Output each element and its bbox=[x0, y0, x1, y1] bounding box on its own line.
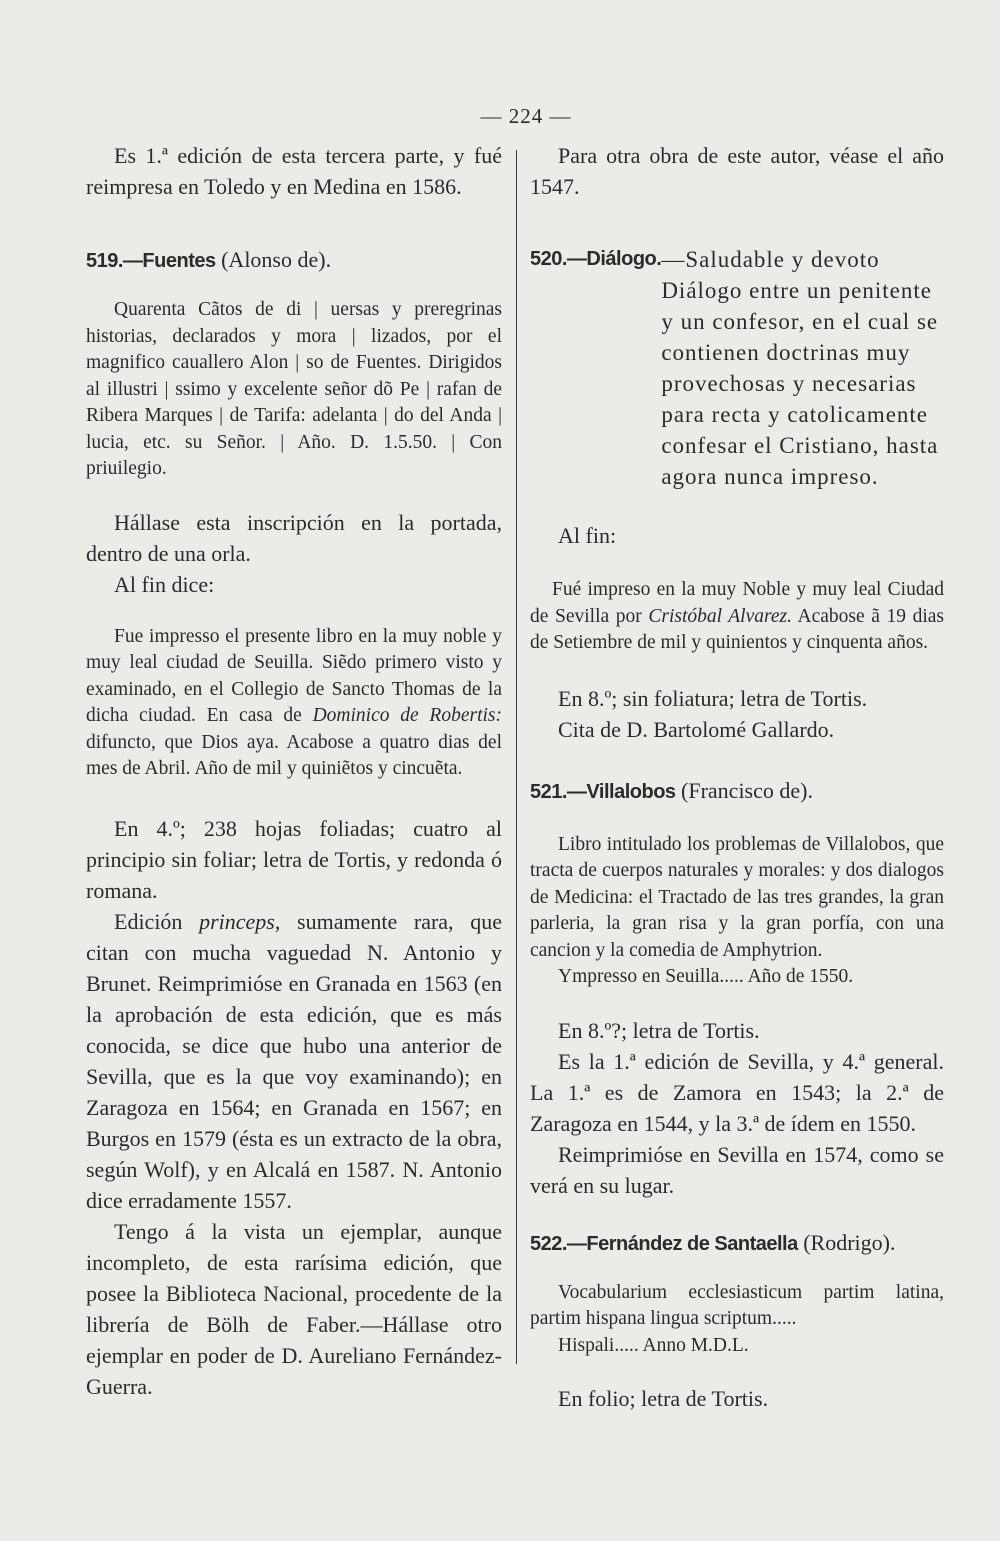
entry-heading-522 bbox=[530, 1227, 944, 1260]
printer-name: Dominico de Robertis: bbox=[312, 705, 502, 726]
page-number: — 224 — bbox=[480, 104, 572, 128]
paragraph: En 4.º; 238 hojas foliadas; cuatro al principio sin foliar; letra de Tortis, y redonda ó romana. bbox=[86, 815, 502, 903]
paragraph-text: Edición bbox=[114, 908, 200, 934]
entry-author: (Rodrigo). bbox=[797, 1229, 896, 1255]
entry-heading-520 bbox=[530, 244, 944, 492]
colophon-transcription bbox=[530, 577, 944, 657]
colophon-text: Fue impresso el presente libro en la muy noble y muy leal ciudad de Seuilla. Siẽdo primero visto y examinado, en el Collegio de Sancto Thomas de la dicha ciudad. En casa de bbox=[86, 625, 502, 726]
colophon-transcription bbox=[86, 624, 502, 783]
colophon-text: Acabose ã 19 dias de Setiembre de mil y quinientos y cinquenta años. bbox=[530, 605, 944, 653]
paragraph: Reimprimióse en Sevilla en 1574, como se verá en su lugar. bbox=[530, 1141, 944, 1198]
paragraph: En folio; letra de Tortis. bbox=[558, 1386, 769, 1411]
paragraph: Es la 1.ª edición de Sevilla, y 4.ª general. La 1.ª es de Zamora en 1543; la 2.ª de Zaragoza en 1544, y la 3.ª de ídem en 1550. bbox=[530, 1048, 944, 1136]
entry-number: 522.—Fernández de Santaella bbox=[530, 1232, 798, 1255]
colophon-text: difuncto, que Dios aya. Acabose a quatro dias del mes de Abril. Año de mil y quiniẽtos y cincuẽta. bbox=[86, 731, 502, 779]
paragraph bbox=[86, 906, 502, 1216]
entry-author: (Alonso de). bbox=[215, 247, 332, 272]
left-column bbox=[86, 140, 502, 1402]
entry-heading-521 bbox=[530, 775, 944, 808]
right-column bbox=[530, 140, 944, 1414]
emphasis: princeps bbox=[199, 908, 275, 934]
imprint-transcription: Ympresso en Seuilla..... Año de 1550. bbox=[558, 966, 854, 987]
title-transcription: Vocabularium ecclesiasticum partim latina, partim hispana lingua scriptum..... bbox=[530, 1281, 944, 1329]
printer-name: Cristóbal Alvarez. bbox=[648, 605, 792, 627]
entry-title: —Saludable y devoto Diálogo entre un penitente y un confesor, en el cual se contienen doctrinas muy provechosas y necesarias para recta y catolicamente confesar el Cristiano, hasta agora nunca impreso. bbox=[661, 247, 939, 489]
paragraph: En 8.º; sin foliatura; letra de Tortis. bbox=[558, 685, 868, 711]
title-transcription: Quarenta Cãtos de di | uersas y preregrinas historias, declarados y mora | lizados, por el magnifico cauallero Alon | so de Fuentes. Dirigidos al illustri | ssimo y excelente señor dõ Pe | rafan de Ribera Marques | de Tarifa: adelanta | do del Anda | lucia, etc. su Señor. | Año. D. 1.5.50. | Con priuilegio. bbox=[86, 299, 502, 479]
entry-number: 520.—Diálogo. bbox=[530, 248, 662, 270]
entry-heading-519 bbox=[86, 244, 502, 277]
paragraph-text: , sumamente rara, que citan con mucha vaguedad N. Antonio y Brunet. Reimprimióse en Granada en 1563 (en la aprobación de esta edición, que es más conocida, se dice que hubo una anterior de Sevilla, que es la que voy examinando); en Zaragoza en 1564; en Granada en 1567; en Burgos en 1579 (ésta es un extracto de la obra, según Wolf), y en Alcalá en 1587. N. Antonio dice erradamente 1557. bbox=[86, 908, 502, 1213]
imprint-transcription: Hispali..... Anno M.D.L. bbox=[558, 1334, 749, 1356]
paragraph: Es 1.ª edición de esta tercera parte, y fué reimpresa en Toledo y en Medina en 1586. bbox=[86, 143, 502, 199]
entry-author: (Francisco de). bbox=[675, 777, 813, 803]
paragraph: Cita de D. Bartolomé Gallardo. bbox=[558, 716, 835, 742]
colophon-text: Fué impreso en la muy Noble y muy leal Ciudad de Sevilla por bbox=[530, 579, 944, 627]
paragraph: Tengo á la vista un ejemplar, aunque incompleto, de esta rarísima edición, que posee la Biblioteca Nacional, procedente de la librería de Bölh de Faber.—Hállase otro ejemplar en poder de D. Aureliano Fernández-Guerra. bbox=[86, 1218, 502, 1399]
title-transcription: Libro intitulado los problemas de Villalobos, que tracta de cuerpos naturales y morales: y dos dialogos de Medicina: el Tractado de las tres grandes, la gran parleria, la gran risa y la gran porfía, con una cancion y la comedia de Amphytrion. bbox=[530, 833, 944, 961]
entry-number: 519.—Fuentes bbox=[86, 250, 216, 272]
column-divider bbox=[516, 150, 517, 1364]
paragraph: Hállase esta inscripción en la portada, dentro de una orla. bbox=[86, 509, 502, 566]
paragraph: Al fin: bbox=[558, 523, 617, 548]
paragraph: Para otra obra de este autor, véase el año 1547. bbox=[530, 143, 944, 199]
paragraph: En 8.º?; letra de Tortis. bbox=[558, 1017, 760, 1043]
entry-number: 521.—Villalobos bbox=[530, 780, 676, 803]
paragraph: Al fin dice: bbox=[114, 571, 215, 597]
